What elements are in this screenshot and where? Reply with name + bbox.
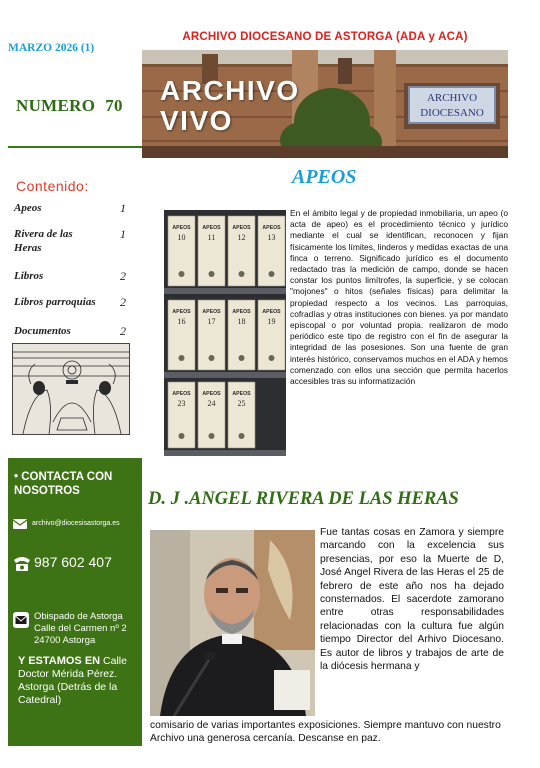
archive-box-number: 16 <box>177 317 186 326</box>
archive-box-number: 13 <box>267 233 276 242</box>
contact-location <box>18 655 140 707</box>
contents-item-page: 1 <box>120 227 126 241</box>
contact-phone[interactable]: 987 602 407 <box>34 554 112 570</box>
contents-item-page: 2 <box>120 269 126 283</box>
plaque-line1: ARCHIVO <box>426 92 478 104</box>
archive-box-hole <box>269 355 275 361</box>
archive-box-number: 23 <box>177 399 186 408</box>
apeos-boxes-illustration <box>164 210 286 456</box>
archive-box-word: APEOS <box>172 391 191 397</box>
archive-box-word: APEOS <box>202 225 221 231</box>
archive-box-number: 17 <box>207 317 216 326</box>
contents-item-page: 1 <box>120 201 126 215</box>
contents-list <box>14 201 126 338</box>
contents-item-label: Apeos <box>14 202 42 214</box>
issue-date: MARZO 2026 (1) <box>8 42 95 54</box>
contents-item-page: 2 <box>120 324 126 338</box>
archive-box-number: 18 <box>237 317 246 326</box>
archive-box <box>258 300 285 370</box>
publisher-name: ARCHIVO DIOCESANO DE ASTORGA (ADA y ACA) <box>182 31 468 43</box>
apeos-title: APEOS <box>292 166 357 188</box>
contents-item-label: Libros parroquias <box>14 296 96 308</box>
contact-title: • CONTACTA CON NOSOTROS <box>14 471 113 497</box>
archive-box <box>198 216 225 286</box>
archive-box-hole <box>209 433 215 439</box>
apeos-body: En el ámbito legal y de propiedad inmobiliaria, un apeo (o acta de apeo) es el procedimiento técnico y jurídico mediante el cual se identifican, reconocen y fijan físicamente los límites, linderos y medidas exactas de una finca o terreno. Significado jurídico es el documento redactado tras la medición de campo, donde se hacen constar los puntos limítrofes, la superficie, y se colocan "mojones" o hitos (señales físicas) para delimitar la propiedad respecto a los vecinos. Las parroquias, cofradías y otras instituciones con bienes. ya por mandato episcopal o por voluntad propia. realizaron de modo periódico este tipo de registro con el fin de asegurar la integridad de las posesiones. Son una fuente de gran interés histórico, conservamos muchos en el ADA y hemos comenzado con ellos una sección que permita hacerlos accesibles tras su informatización <box>290 208 508 387</box>
contact-email[interactable]: archivo@diocesisastorga.es <box>32 520 120 527</box>
masthead-title <box>160 76 300 136</box>
archive-box-number: 25 <box>237 399 246 408</box>
archive-box-word: APEOS <box>232 309 251 315</box>
issue-number <box>16 96 123 116</box>
archive-box-number: 10 <box>177 233 186 242</box>
contents-title: Contenido: <box>16 178 89 194</box>
obituary-body-tail: comisario de varias importantes exposiciones. Siempre mantuvo con nuestro Archivo una generosa cercanía. Descanse en paz. <box>150 720 501 745</box>
obituary-photo <box>150 530 315 716</box>
archive-box-word: APEOS <box>232 391 251 397</box>
contact-location-label: Y ESTAMOS EN <box>18 655 101 667</box>
contents-item-documentos[interactable] <box>14 324 126 338</box>
archive-box <box>228 216 255 286</box>
archive-box-word: APEOS <box>172 309 191 315</box>
archive-box-word: APEOS <box>202 391 221 397</box>
left-divider <box>8 146 142 148</box>
archive-box <box>198 300 225 370</box>
archive-box <box>168 382 195 448</box>
contact-location-text: Calle Doctor Mérida Pérez. Astorga (Detrás de la Catedral) <box>18 655 127 706</box>
issue-number-value: 70 <box>105 96 123 115</box>
contents-item-libros[interactable] <box>14 269 126 283</box>
archive-box <box>228 300 255 370</box>
contents-item-label: Libros <box>14 270 44 282</box>
contents-item-label: Rivera de las Heras <box>14 228 73 254</box>
archive-box <box>228 382 255 448</box>
archive-box-hole <box>239 271 245 277</box>
plaque-line2: DIOCESANO <box>420 107 484 119</box>
email-icon <box>12 516 28 532</box>
contents-item-libros-parroquias[interactable] <box>14 295 126 309</box>
contents-item-page: 2 <box>120 295 126 309</box>
archive-box-number: 12 <box>237 233 246 242</box>
archive-box-word: APEOS <box>202 309 221 315</box>
contents-item-rivera[interactable] <box>14 227 126 255</box>
obituary-title: D. J .ANGEL RIVERA DE LAS HERAS <box>148 489 459 509</box>
archive-box-number: 24 <box>207 399 216 408</box>
contact-address: Obispado de Astorga Calle del Carmen nº 2 24700 Astorga <box>34 611 127 646</box>
archive-box <box>198 382 225 448</box>
archive-box-word: APEOS <box>172 225 191 231</box>
portrait-illustration <box>150 530 315 716</box>
archive-box-hole <box>179 433 185 439</box>
apeos-photo <box>164 210 286 456</box>
contents-item-apeos[interactable] <box>14 201 126 215</box>
archive-box-word: APEOS <box>262 309 281 315</box>
archive-box-hole <box>179 271 185 277</box>
archive-box-word: APEOS <box>232 225 251 231</box>
archive-box <box>168 216 195 286</box>
archive-box <box>258 216 285 286</box>
publisher-header <box>142 26 508 48</box>
archive-plaque <box>408 86 496 124</box>
envelope-icon <box>12 611 30 629</box>
masthead-banner <box>142 50 508 158</box>
archive-box-number: 19 <box>267 317 276 326</box>
archive-box-hole <box>239 355 245 361</box>
archive-box-hole <box>179 355 185 361</box>
issue-number-label: NUMERO <box>16 96 96 115</box>
archive-box-hole <box>239 433 245 439</box>
contents-item-label: Documentos <box>14 325 71 337</box>
archive-box-word: APEOS <box>262 225 281 231</box>
engraving-image <box>12 343 130 435</box>
archive-box-hole <box>209 355 215 361</box>
archive-box <box>168 300 195 370</box>
archive-box-hole <box>209 271 215 277</box>
obituary-body: Fue tantas cosas en Zamora y siempre marcando con la excelencia sus presencias, por eso la Muerte de D, José Angel Rivera de las Heras el 25 de febrero de este año nos ha dejado consternados. El sacerdote zamorano entre otras responsabilidades relacionadas con la cultura fue algún tiempo Director del Arhivo Diocesano. Es autor de libros y trabajos de arte de la diócesis hermana y <box>320 527 504 673</box>
contact-panel <box>8 458 142 746</box>
masthead-title-line1: ARCHIVO <box>160 75 300 106</box>
engraving-illustration <box>13 344 130 435</box>
phone-icon <box>12 554 32 572</box>
archive-box-hole <box>269 271 275 277</box>
archive-box-number: 11 <box>207 233 216 242</box>
masthead-title-line2: VIVO <box>160 105 233 136</box>
